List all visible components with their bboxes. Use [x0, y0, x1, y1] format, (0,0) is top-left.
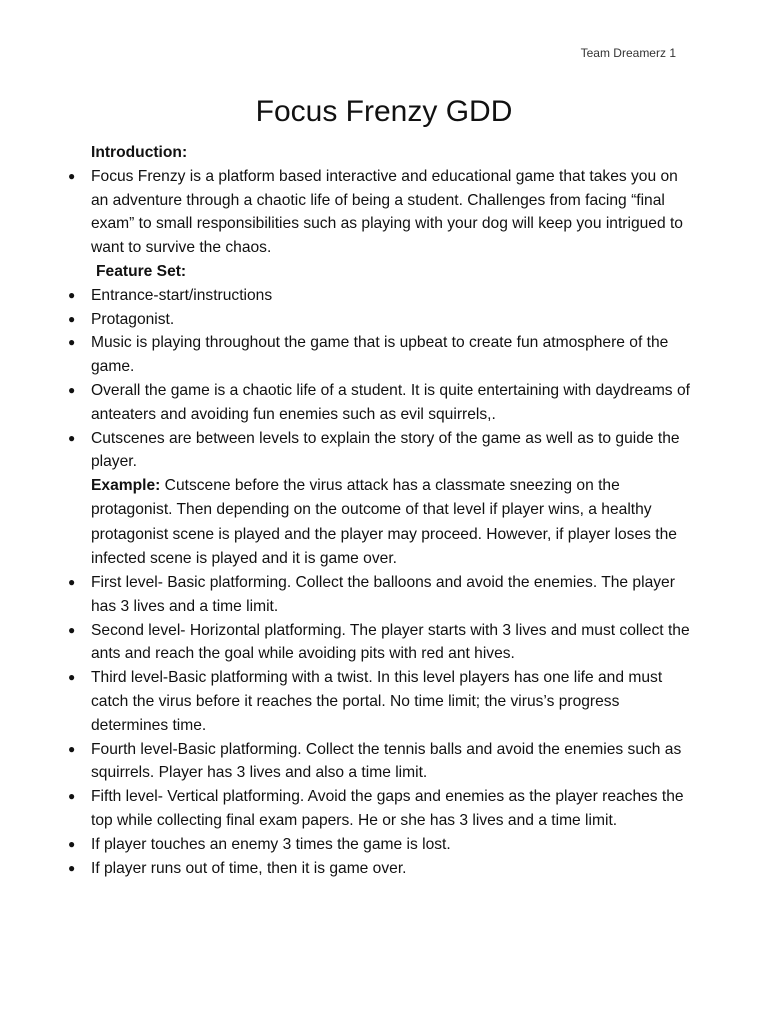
- bullet-icon: ●: [68, 622, 76, 637]
- bullet-icon: ●: [68, 670, 76, 685]
- document-body: [67, 141, 692, 880]
- introduction-list: [67, 165, 692, 260]
- list-item: [67, 666, 692, 737]
- level-list: [67, 571, 692, 880]
- example-paragraph: [67, 474, 692, 571]
- list-item-text: If player touches an enemy 3 times the game is lost.: [91, 835, 451, 853]
- bullet-icon: ●: [68, 335, 76, 350]
- page-header: Team Dreamerz 1: [580, 46, 676, 60]
- list-item: [67, 308, 692, 332]
- feature-list: [67, 284, 692, 474]
- list-item: [67, 833, 692, 857]
- list-item: [67, 738, 692, 786]
- list-item-text: Protagonist.: [91, 310, 175, 328]
- list-item: [67, 379, 692, 427]
- list-item: [67, 619, 692, 667]
- list-item-text: Entrance-start/instructions: [91, 286, 273, 304]
- list-item: [67, 331, 692, 379]
- list-item: [67, 284, 692, 308]
- bullet-icon: ●: [68, 860, 76, 875]
- list-item-text: If player runs out of time, then it is game over.: [91, 859, 407, 877]
- list-item: [67, 857, 692, 881]
- list-item: [67, 571, 692, 619]
- bullet-icon: ●: [68, 836, 76, 851]
- list-item-text: Fifth level- Vertical platforming. Avoid the gaps and enemies as the player reaches the top while collecting final exam papers. He or she has 3 lives and a time limit.: [91, 788, 684, 829]
- list-item-text: Second level- Horizontal platforming. The player starts with 3 lives and must collect the ants and reach the goal while avoiding pits with red ant hives.: [91, 621, 690, 663]
- bullet-icon: ●: [68, 311, 76, 326]
- introduction-heading: Introduction:: [91, 144, 188, 161]
- bullet-icon: ●: [68, 789, 76, 804]
- list-item: [67, 785, 692, 833]
- document-title: Focus Frenzy GDD: [255, 95, 513, 128]
- list-item-text: Cutscenes are between levels to explain the story of the game as well as to guide the player.: [91, 429, 680, 471]
- list-item-text: First level- Basic platforming. Collect the balloons and avoid the enemies. The player has 3 lives and a time limit.: [91, 573, 675, 615]
- bullet-icon: ●: [68, 382, 76, 397]
- list-item: [67, 427, 692, 475]
- list-item-text: Third level-Basic platforming with a twist. In this level players has one life and must catch the virus before it reaches the portal. No time limit; the virus’s progress determines time.: [91, 669, 663, 734]
- example-text: Cutscene before the virus attack has a classmate sneezing on the protagonist. Then depending on the outcome of that level if player wins, a healthy protagonist scene is played and the player may proceed. However, if player loses the infected scene is played and it is game over.: [91, 477, 677, 567]
- bullet-icon: ●: [68, 168, 76, 183]
- bullet-icon: ●: [68, 430, 76, 445]
- list-item-text: Overall the game is a chaotic life of a student. It is quite entertaining with daydreams of anteaters and avoiding fun enemies such as evil squirrels,.: [91, 381, 690, 423]
- feature-set-heading: Feature Set:: [96, 262, 187, 280]
- list-item-text: Focus Frenzy is a platform based interactive and educational game that takes you on an adventure through a chaotic life of being a student. Challenges from facing “final exam” to small responsibilities such as playing with your dog will keep you intrigued to want to survive the chaos.: [91, 167, 683, 257]
- list-item-text: Music is playing throughout the game that is upbeat to create fun atmosphere of the game.: [91, 334, 669, 376]
- example-label: Example:: [91, 477, 161, 495]
- list-item-text: Fourth level-Basic platforming. Collect the tennis balls and avoid the enemies such as squirrels. Player has 3 lives and also a time limit.: [91, 740, 682, 782]
- bullet-icon: ●: [68, 287, 76, 302]
- bullet-icon: ●: [68, 741, 76, 756]
- bullet-icon: ●: [68, 574, 76, 589]
- list-item: [67, 165, 692, 260]
